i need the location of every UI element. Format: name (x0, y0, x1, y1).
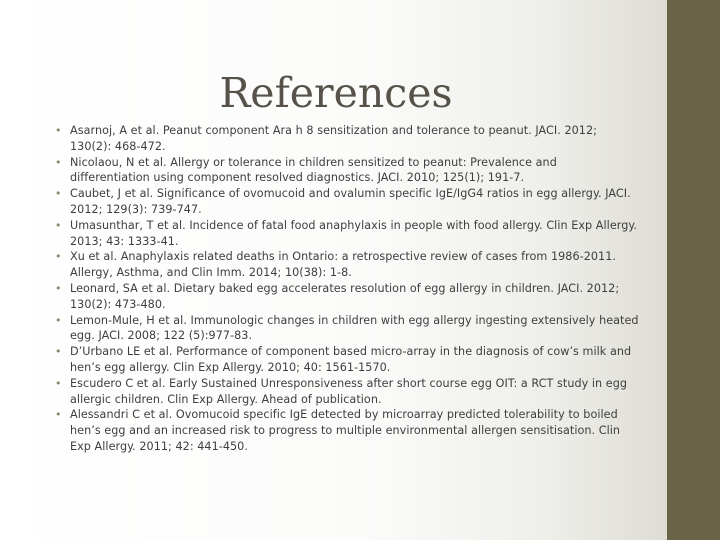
bullet-icon: • (55, 408, 62, 422)
reference-item (52, 186, 640, 218)
reference-item (52, 344, 640, 376)
reference-item (52, 376, 640, 408)
reference-text: Asarnoj, A et al. Peanut component Ara h 8 sensitization and tolerance to peanut. JACI. 2012; 130(2): 468-472. (70, 124, 597, 153)
reference-item (52, 155, 640, 187)
reference-text: Nicolaou, N et al. Allergy or tolerance in children sensitized to peanut: Prevalence and differentiation using component resolved diagnostics. JACI. 2010; 125(1); 191-7. (70, 155, 557, 185)
reference-text: Escudero C et al. Early Sustained Unresponsiveness after short course egg OIT: a RCT study in egg allergic children. Clin Exp Allergy. Ahead of publication. (70, 376, 628, 406)
bullet-icon: • (55, 250, 62, 264)
accent-sidebar-bar (667, 0, 720, 540)
reference-item (52, 218, 640, 250)
reference-item (52, 313, 640, 345)
reference-item (52, 123, 640, 155)
reference-text: Leonard, SA et al. Dietary baked egg accelerates resolution of egg allergy in children. JACI. 2012; 130(2): 473-480. (70, 281, 620, 311)
reference-text: Alessandri C et al. Ovomucoid specific IgE detected by microarray predicted tolerability to boiled hen’s egg and an increased risk to progress to multiple environmental allergen sensitisation. Clin Exp Allergy. 2011; 42: 441-450. (70, 408, 621, 453)
bullet-icon: • (55, 313, 62, 327)
reference-item (52, 281, 640, 313)
reference-text: Xu et al. Anaphylaxis related deaths in Ontario: a retrospective review of cases from 1986-2011. Allergy, Asthma, and Clin Imm. 2014; 10(38): 1-8. (70, 250, 616, 280)
reference-item (52, 249, 640, 281)
bullet-icon: • (55, 218, 62, 232)
bullet-icon: • (55, 187, 62, 201)
bullet-icon: • (55, 124, 62, 137)
reference-text: Caubet, J et al. Significance of ovomucoid and ovalumin specific IgE/IgG4 ratios in egg allergy. JACI. 2012; 129(3): 739-747. (70, 187, 631, 216)
bullet-icon: • (55, 281, 62, 295)
bullet-icon: • (55, 345, 62, 359)
bullet-icon: • (55, 155, 62, 169)
references-list (52, 123, 640, 455)
reference-text: Lemon-Mule, H et al. Immunologic changes in children with egg allergy ingesting extensively heated egg. JACI. 2008; 122 (5):977-83. (70, 313, 639, 343)
slide-title: References (219, 69, 453, 118)
reference-item (52, 407, 640, 454)
reference-text: Umasunthar, T et al. Incidence of fatal food anaphylaxis in people with food allergy. Clin Exp Allergy. 2013; 43: 1333-41. (70, 218, 638, 248)
reference-text: D’Urbano LE et al. Performance of component based micro-array in the diagnosis of cow’s milk and hen’s egg allergy. Clin Exp Allergy. 2010; 40: 1561-1570. (70, 345, 632, 374)
bullet-icon: • (55, 376, 62, 390)
